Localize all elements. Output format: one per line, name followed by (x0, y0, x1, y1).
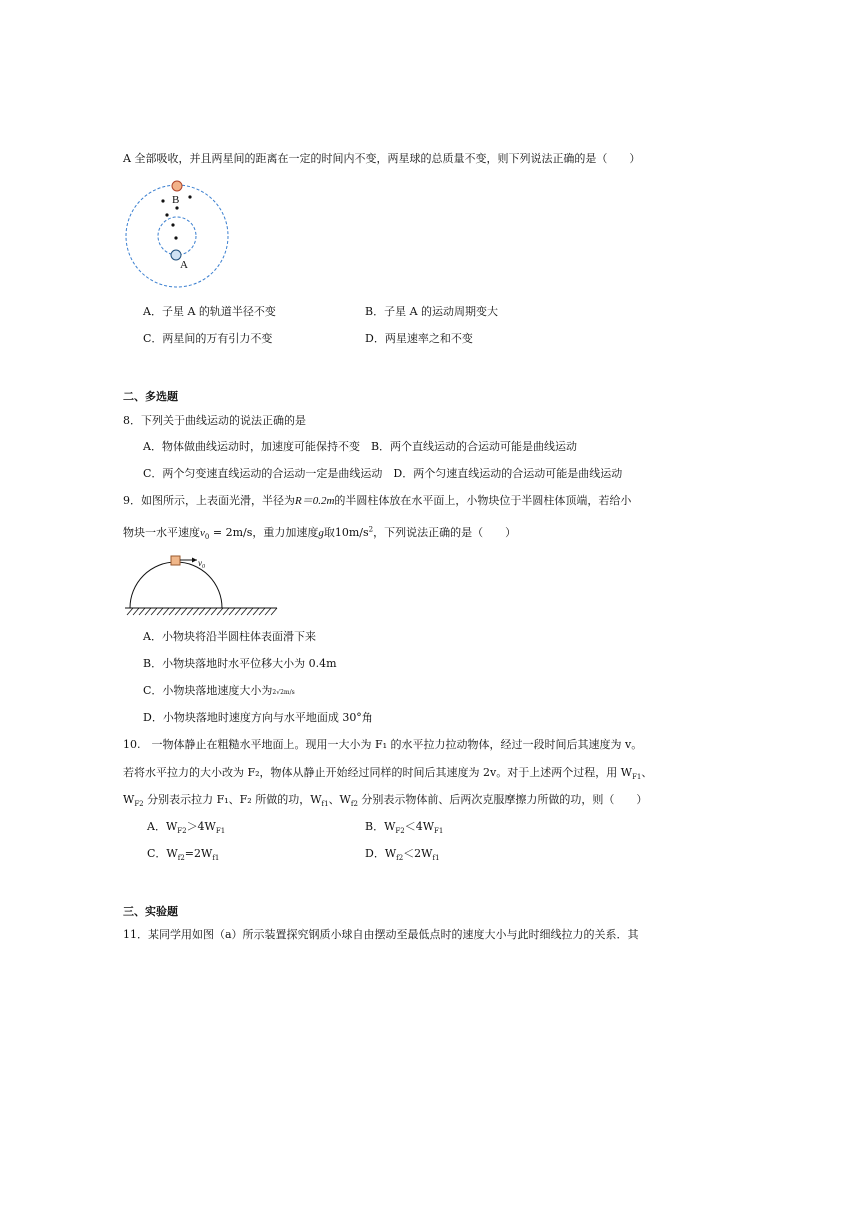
q10-line2-end: 、 (641, 766, 653, 779)
q9-option-b[interactable]: B．小物块落地时水平位移大小为 0.4m (143, 657, 337, 670)
q10-line1: 10. 一物体静止在粗糙水平地面上。现用一大小为 F₁ 的水平拉力拉动物体，经过一段时间后其速度为 v。 (123, 738, 643, 751)
matter-dot (175, 206, 178, 209)
q10-c-mid: =2W (184, 847, 213, 860)
q7-option-a[interactable]: A．子星 A 的轨道半径不变 (143, 305, 276, 318)
matter-dot (171, 223, 174, 226)
q8-stem: 8．下列关于曲线运动的说法正确的是 (123, 414, 306, 427)
q9-option-a[interactable]: A．小物块将沿半圆柱体表面滑下来 (143, 630, 316, 643)
q9-stem-line1 (123, 494, 631, 508)
q9-v0-value: = 2m/s (209, 526, 253, 539)
q9-option-c-text: C．小物块落地速度大小为 (143, 684, 273, 697)
q10-d-w: D．W (365, 847, 397, 860)
q10-d-mid: ＜2W (403, 847, 433, 860)
q7-option-b[interactable]: B．子星 A 的运动周期变大 (365, 305, 499, 318)
q9-v0-symbol: v (200, 527, 205, 539)
q10-line2-text: 若将水平拉力的大小改为 F₂，物体从静止开始经过同样的时间后其速度为 2v。对于上述两个过程，用 W (123, 766, 633, 779)
star-a-label: A (180, 259, 188, 271)
q10-b-w: B．W (365, 820, 396, 833)
section-title-experiment: 三、实验题 (123, 905, 178, 918)
star-b (172, 181, 182, 191)
q10-line3-w: W (123, 793, 135, 806)
q10-c-sub2: f1 (212, 854, 220, 863)
q9-stem-2c: 取10m/s (323, 526, 369, 539)
q10-d-sub1: f2 (396, 854, 404, 863)
q10-line2 (123, 766, 652, 780)
q9-v0-sub: 0 (204, 533, 210, 542)
matter-dot (161, 199, 164, 202)
q9-stem-1a: 9．如图所示，上表面光滑，半径为 (123, 494, 295, 507)
matter-dot (165, 213, 168, 216)
velocity-arrowhead (192, 558, 197, 563)
inner-orbit (158, 217, 196, 255)
q9-stem-line2 (123, 526, 516, 540)
q10-line3 (123, 793, 647, 807)
q10-b-mid: ＜4W (404, 820, 435, 833)
q10-line3-sub2: f1 (321, 800, 329, 809)
q8-options-ab[interactable]: A．物体做曲线运动时，加速度可能保持不变 B．两个直线运动的合运动可能是曲线运动 (143, 440, 578, 453)
star-b-label: B (172, 194, 180, 206)
section-title-multiple-choice: 二、多选题 (123, 390, 178, 403)
q10-option-a[interactable] (147, 820, 225, 834)
q10-d-sub2: f1 (432, 854, 440, 863)
q9-option-d[interactable]: D．小物块落地时速度方向与水平地面成 30°角 (143, 711, 373, 724)
q10-a-sub1: F2 (177, 827, 187, 836)
half-cylinder (130, 562, 222, 608)
q10-a-sub2: F1 (215, 827, 226, 836)
half-cylinder-figure (125, 555, 280, 617)
q10-a-w: A．W (147, 820, 178, 833)
q10-line3-end: 分别表示物体前、后两次克服摩擦力所做的功，则（ ） (357, 793, 648, 806)
velocity-label: $v_0$ (198, 558, 205, 570)
q11-stem: 11．某同学用如图（a）所示装置探究钢质小球自由摆动至最低点时的速度大小与此时细线拉力的关系．其 (123, 928, 639, 941)
q9-option-c[interactable] (143, 684, 295, 700)
small-block (171, 556, 180, 565)
matter-dot (174, 236, 177, 239)
q10-line3-sub3: f2 (350, 800, 358, 809)
q10-line3-sub1: F2 (134, 800, 144, 809)
q9-stem-2a: 物块一水平速度 (123, 526, 200, 539)
q10-a-mid: ＞4W (186, 820, 216, 833)
q8-options-cd[interactable]: C．两个匀变速直线运动的合运动一定是曲线运动 D．两个匀速直线运动的合运动可能是曲线运动 (143, 467, 623, 480)
q9-stem-1b: 的半圆柱体放在水平面上，小物块位于半圆柱体顶端，若给小 (334, 494, 632, 507)
q10-line2-sub: F1 (632, 773, 642, 782)
q10-option-b[interactable] (365, 820, 443, 834)
ground-hatch (127, 608, 277, 615)
q7-option-d[interactable]: D．两星速率之和不变 (365, 332, 473, 345)
q10-option-d[interactable] (365, 847, 440, 861)
q10-b-sub1: F2 (395, 827, 405, 836)
q9-stem-2d: ，下列说法正确的是（ ） (373, 526, 517, 539)
q9-option-c-value: 2√2m/s (272, 689, 295, 696)
q9-g-symbol: g (318, 527, 324, 539)
q9-radius: R＝0.2m (295, 495, 335, 507)
q10-line3-mid2: 、W (328, 793, 351, 806)
q10-c-sub1: f2 (177, 854, 185, 863)
q10-option-c[interactable] (147, 847, 219, 861)
q7-option-c[interactable]: C．两星间的万有引力不变 (143, 332, 273, 345)
q9-g-exp: 2 (368, 525, 374, 534)
binary-star-figure (120, 178, 240, 293)
q10-c-w: C．W (147, 847, 178, 860)
q10-line3-mid: 分别表示拉力 F₁、F₂ 所做的功，W (143, 793, 322, 806)
q10-b-sub2: F1 (434, 827, 444, 836)
q7-stem: A 全部吸收，并且两星间的距离在一定的时间内不变，两星球的总质量不变，则下列说法正确的是（ ） (123, 152, 641, 165)
q9-stem-2b: ，重力加速度 (252, 526, 319, 539)
matter-dot (188, 195, 191, 198)
